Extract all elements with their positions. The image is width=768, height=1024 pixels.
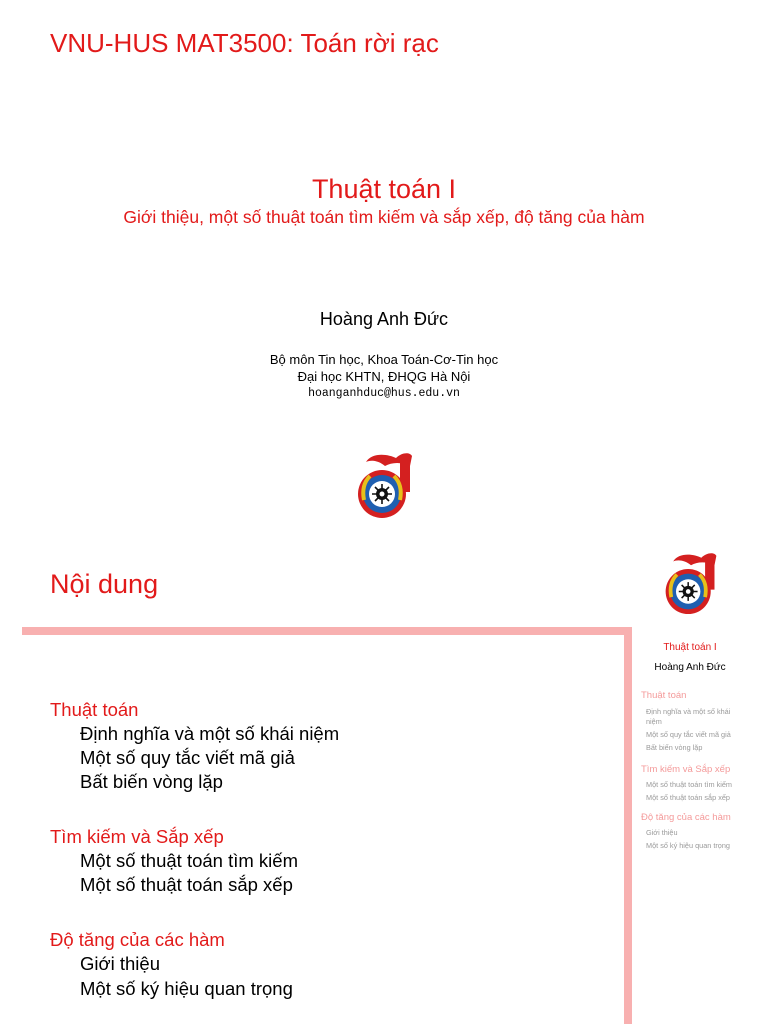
section-heading: Nội dung xyxy=(50,569,159,599)
toc-item[interactable]: Giới thiệu xyxy=(80,953,160,974)
toc-item[interactable]: Định nghĩa và một số khái niệm xyxy=(80,723,340,744)
sidebar-item[interactable]: Bất biến vòng lặp xyxy=(646,743,703,752)
horizontal-rule xyxy=(22,627,632,635)
author-email: hoanganhduc@hus.edu.vn xyxy=(308,387,460,400)
toc-item[interactable]: Một số quy tắc viết mã giả xyxy=(80,747,295,768)
toc-item[interactable]: Một số thuật toán sắp xếp xyxy=(80,874,293,895)
toc-item[interactable]: Một số thuật toán tìm kiếm xyxy=(80,850,298,871)
sidebar-author: Hoàng Anh Đức xyxy=(654,662,726,673)
sidebar-item[interactable]: Một số thuật toán tìm kiếm xyxy=(646,780,732,789)
sidebar-item[interactable]: Một số thuật toán sắp xếp xyxy=(646,793,730,802)
affiliation-department: Bộ môn Tin học, Khoa Toán-Cơ-Tin học xyxy=(269,352,499,367)
toc-section-search-sort[interactable]: Tìm kiếm và Sắp xếp xyxy=(50,826,224,847)
sidebar-section-algorithms[interactable]: Thuật toán xyxy=(641,690,687,701)
toc-item[interactable]: Một số ký hiệu quan trọng xyxy=(80,978,293,999)
affiliation-university: Đại học KHTN, ĐHQG Hà Nội xyxy=(297,369,471,384)
toc-section-algorithms[interactable]: Thuật toán xyxy=(50,699,139,720)
talk-subtitle: Giới thiệu, một số thuật toán tìm kiếm và sắp xếp, độ tăng của hàm xyxy=(123,207,645,227)
sidebar-section-search-sort[interactable]: Tìm kiếm và Sắp xếp xyxy=(641,764,731,775)
sidebar-item[interactable]: Định nghĩa và một số khái niệm xyxy=(646,707,731,726)
vertical-rule xyxy=(624,627,632,1024)
sidebar-section-growth-of-functions[interactable]: Độ tăng của các hàm xyxy=(641,812,731,823)
author-name: Hoàng Anh Đức xyxy=(319,309,449,329)
sidebar-title[interactable]: Thuật toán I xyxy=(663,642,717,653)
talk-title: Thuật toán I xyxy=(311,174,457,204)
sidebar-item[interactable]: Một số ký hiệu quan trọng xyxy=(646,841,730,850)
sidebar-item[interactable]: Một số quy tắc viết mã giả xyxy=(646,730,731,739)
university-seal-icon xyxy=(352,448,418,524)
course-title: VNU-HUS MAT3500: Toán rời rạc xyxy=(50,28,439,58)
toc-item[interactable]: Bất biến vòng lặp xyxy=(80,771,223,792)
sidebar-item[interactable]: Giới thiệu xyxy=(646,828,678,837)
toc-section-growth-of-functions[interactable]: Độ tăng của các hàm xyxy=(50,929,225,950)
university-seal-icon xyxy=(660,548,722,620)
